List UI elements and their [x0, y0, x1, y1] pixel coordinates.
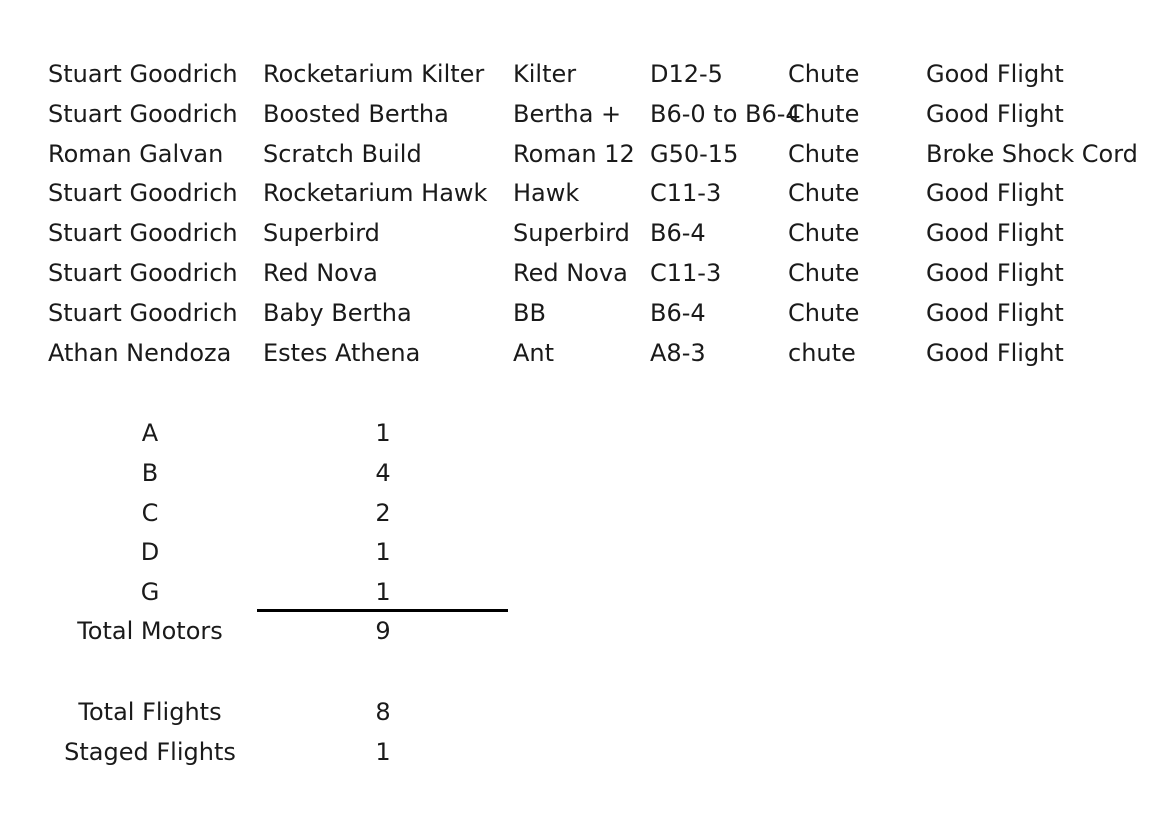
total-flights-value: 8: [375, 698, 391, 726]
total-motors-label: Total Motors: [77, 617, 223, 645]
motor-class-label: A: [141, 419, 159, 447]
motor-class-count: 4: [375, 458, 391, 487]
recovery-type-cell: Chute: [788, 60, 860, 88]
flyer-name-cell: Stuart Goodrich: [48, 60, 238, 88]
motor-class-count: 1: [375, 419, 391, 447]
motor-code-cell: A8-3: [650, 338, 706, 367]
total-motors-value: 9: [375, 617, 391, 645]
recovery-type-cell: Chute: [788, 298, 860, 327]
motor-class-count: 1: [375, 578, 391, 607]
rocket-name-cell: Red Nova: [263, 259, 378, 287]
rocket-name-cell: Boosted Bertha: [263, 99, 449, 128]
rocket-name-cell: Rocketarium Kilter: [263, 60, 485, 88]
model-name-cell: Kilter: [513, 60, 577, 88]
motor-class-count: 2: [375, 498, 391, 527]
motor-code-cell: D12-5: [650, 60, 723, 88]
motor-code-cell: G50-15: [650, 139, 739, 168]
flyer-name-cell: Stuart Goodrich: [48, 219, 238, 248]
motor-code-cell: B6-4: [650, 219, 706, 248]
recovery-type-cell: Chute: [788, 259, 860, 287]
flight-result-cell: Good Flight: [926, 259, 1064, 287]
rocket-name-cell: Baby Bertha: [263, 298, 412, 327]
motor-code-cell: B6-0 to B6-4: [650, 99, 801, 128]
flight-result-cell: Good Flight: [926, 60, 1064, 88]
motor-code-cell: C11-3: [650, 259, 722, 287]
motor-class-label: B: [141, 458, 159, 487]
staged-flights-label: Staged Flights: [64, 738, 236, 766]
recovery-type-cell: chute: [788, 338, 856, 367]
motor-class-count: 1: [375, 538, 391, 567]
motor-code-cell: C11-3: [650, 179, 722, 208]
model-name-cell: Bertha +: [513, 99, 622, 128]
model-name-cell: Ant: [513, 338, 555, 367]
flight-result-cell: Good Flight: [926, 179, 1064, 208]
recovery-type-cell: Chute: [788, 99, 860, 128]
rocket-name-cell: Rocketarium Hawk: [263, 179, 488, 208]
flyer-name-cell: Stuart Goodrich: [48, 179, 238, 208]
motor-class-label: G: [140, 578, 160, 607]
recovery-type-cell: Chute: [788, 219, 860, 248]
rocket-name-cell: Estes Athena: [263, 338, 421, 367]
model-name-cell: Roman 12: [513, 139, 635, 168]
rocket-name-cell: Scratch Build: [263, 139, 422, 168]
rocket-name-cell: Superbird: [263, 219, 380, 248]
flight-result-cell: Good Flight: [926, 338, 1064, 367]
model-name-cell: Superbird: [513, 219, 630, 248]
flyer-name-cell: Stuart Goodrich: [48, 298, 238, 327]
recovery-type-cell: Chute: [788, 139, 860, 168]
motor-class-label: C: [141, 498, 159, 527]
staged-flights-value: 1: [375, 738, 391, 766]
flight-result-cell: Good Flight: [926, 99, 1064, 128]
motor-code-cell: B6-4: [650, 298, 706, 327]
recovery-type-cell: Chute: [788, 179, 860, 208]
flyer-name-cell: Stuart Goodrich: [48, 259, 238, 287]
flyer-name-cell: Athan Nendoza: [48, 338, 232, 367]
motor-class-label: D: [140, 538, 160, 567]
flyer-name-cell: Stuart Goodrich: [48, 99, 238, 128]
flight-result-cell: Broke Shock Cord: [926, 139, 1138, 168]
sum-underline: [257, 609, 508, 612]
model-name-cell: Hawk: [513, 179, 580, 208]
total-flights-label: Total Flights: [78, 698, 222, 726]
flight-result-cell: Good Flight: [926, 219, 1064, 248]
flight-result-cell: Good Flight: [926, 298, 1064, 327]
flyer-name-cell: Roman Galvan: [48, 139, 224, 168]
model-name-cell: BB: [513, 298, 546, 327]
model-name-cell: Red Nova: [513, 259, 628, 287]
